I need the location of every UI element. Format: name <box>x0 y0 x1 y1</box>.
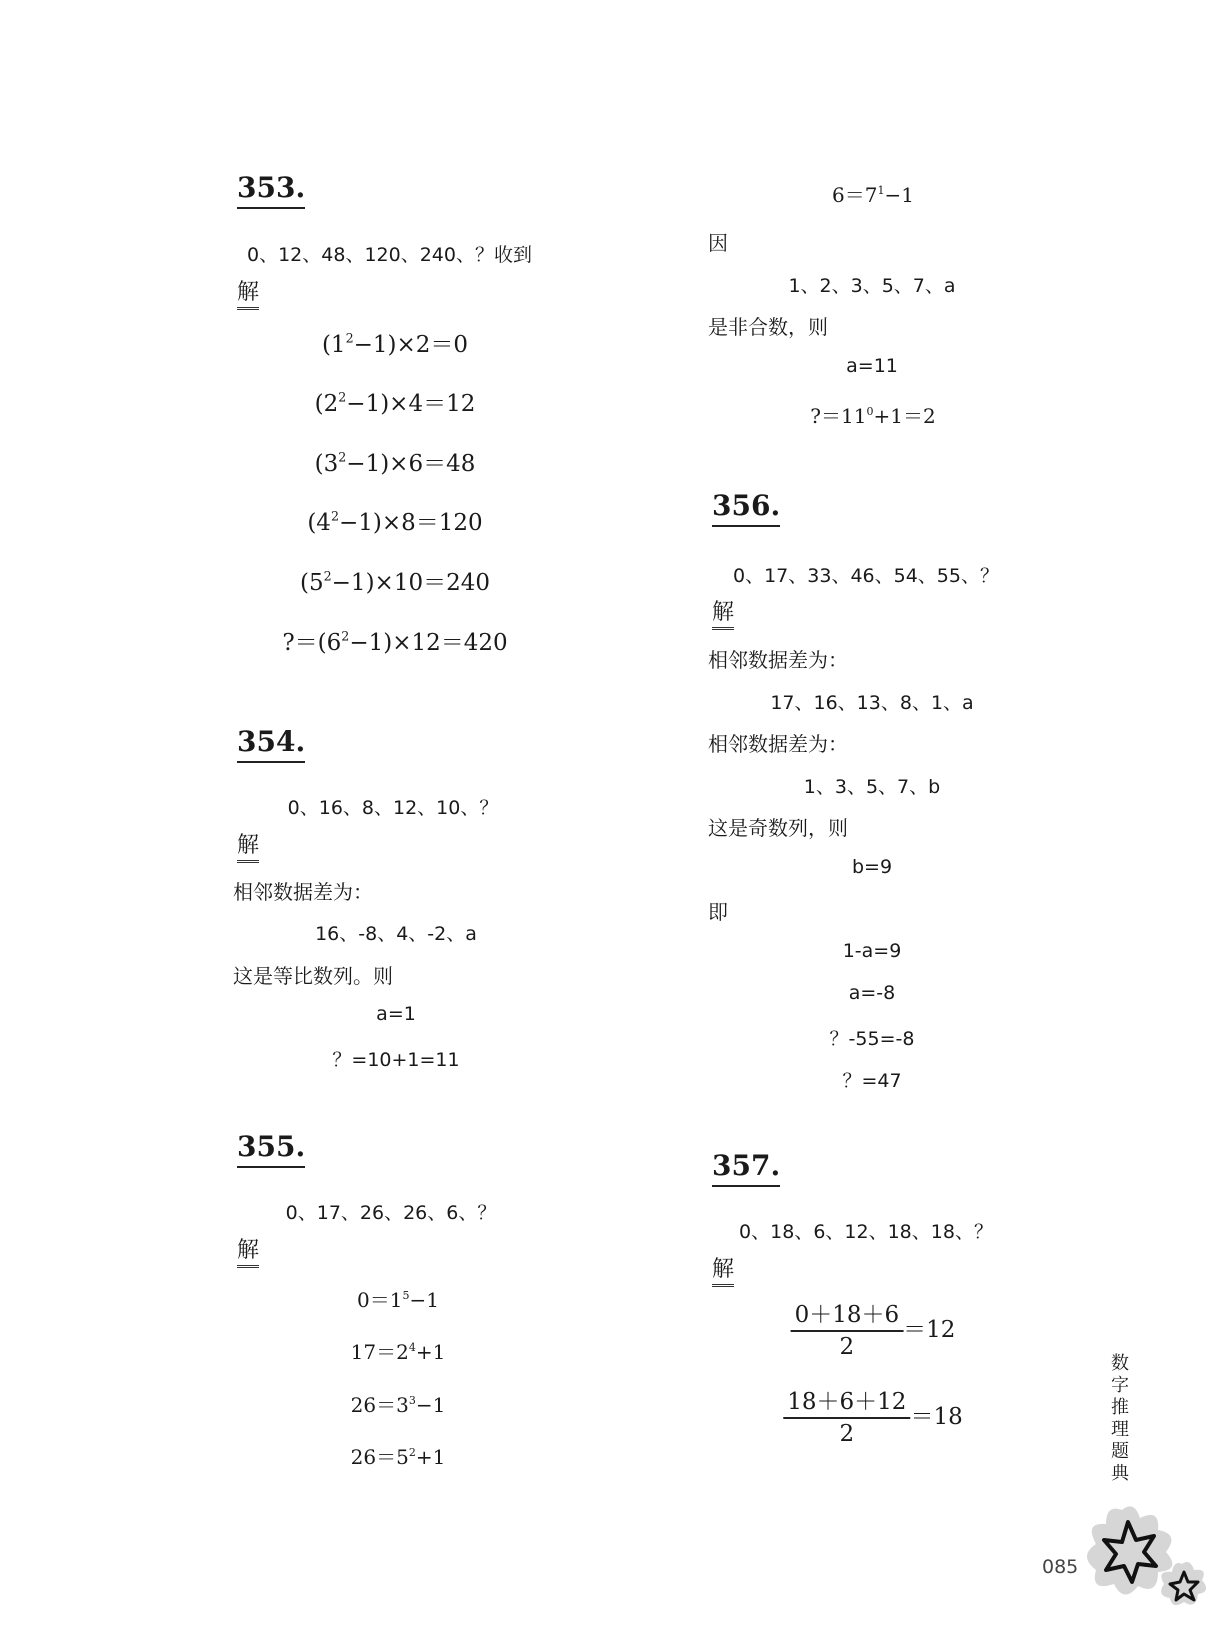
problem-355-yin: 因 <box>708 231 728 255</box>
problem-355-jie: 解 <box>237 1238 259 1268</box>
problem-356-heading: 356. <box>712 490 780 527</box>
problem-356-diff-2: 1、3、5、7、b <box>803 776 941 798</box>
problem-354-diff: 16、-8、4、-2、a <box>315 923 477 945</box>
side-title: 数字推理题典 <box>1111 1353 1129 1484</box>
problem-355-line: 是非合数，则 <box>708 315 828 339</box>
problem-355-eq-5: $6=7^1-1$ <box>832 183 914 207</box>
problem-356-result-1: b=9 <box>851 856 893 878</box>
problem-357-sequence: 0、18、6、12、18、18、？ <box>739 1221 993 1243</box>
problem-353-eq-4: $(4^2-1)\times 8=120$ <box>307 508 483 536</box>
problem-356-result-5: ？=47 <box>842 1070 902 1092</box>
problem-354-line-2: 这是等比数列。则 <box>233 964 393 988</box>
problem-354-result-1: a=1 <box>376 1003 416 1025</box>
problem-354-jie: 解 <box>237 833 259 863</box>
problem-356-line-3: 这是奇数列，则 <box>708 816 848 840</box>
problem-354-line-1: 相邻数据差为： <box>233 880 373 904</box>
problem-356-line-2: 相邻数据差为： <box>708 732 848 756</box>
problem-356-sequence: 0、17、33、46、54、55、？ <box>733 565 999 587</box>
problem-353-eq-5: $(5^2-1)\times 10=240$ <box>300 568 490 596</box>
problem-354-sequence: 0、16、8、12、10、？ <box>287 797 499 819</box>
problem-356-diff-1: 17、16、13、8、1、a <box>770 692 974 714</box>
problem-357-heading: 357. <box>712 1150 780 1187</box>
problem-353-eq-6: $?=(6^2-1)\times 12=420$ <box>282 628 508 656</box>
problem-355-result-1: a=11 <box>846 355 898 377</box>
problem-353-eq-2: $(2^2-1)\times 4=12$ <box>314 389 476 417</box>
problem-355-eq-4: $26=5^2+1$ <box>350 1445 446 1469</box>
star-decoration-icon <box>1082 1500 1212 1620</box>
problem-356-ji: 即 <box>708 900 728 924</box>
problem-353-heading: 353. <box>237 172 305 209</box>
problem-355-eq-3: $26=3^3-1$ <box>350 1393 446 1417</box>
problem-355-eq-1: $0=1^5-1$ <box>357 1288 439 1312</box>
problem-355-primes: 1、2、3、5、7、a <box>788 275 956 297</box>
problem-355-sequence: 0、17、26、26、6、？ <box>285 1202 497 1224</box>
problem-355-result-2: $?=11^0+1=2$ <box>810 404 936 428</box>
problem-357-fraction-2: $\frac{18+6+12}{2}$ ＝18 <box>783 1387 962 1449</box>
problem-354-result-2: ？=10+1=11 <box>332 1049 460 1071</box>
problem-357-jie: 解 <box>712 1257 734 1287</box>
problem-356-result-2: 1-a=9 <box>842 940 902 962</box>
problem-355-heading: 355. <box>237 1131 305 1168</box>
problem-355-eq-2: $17=2^4+1$ <box>350 1340 446 1364</box>
problem-353-eq-1: $(1^2-1)\times 2=0$ <box>321 330 469 358</box>
problem-357-fraction-1: $\frac{0+18+6}{2}$ ＝12 <box>791 1300 956 1362</box>
problem-356-jie: 解 <box>712 600 734 630</box>
problem-353-jie: 解 <box>237 280 259 310</box>
problem-356-result-3: a=-8 <box>848 982 896 1004</box>
problem-353-sequence: 0、12、48、120、240、？收到 <box>247 244 532 266</box>
problem-354-heading: 354. <box>237 726 305 763</box>
problem-353-eq-3: $(3^2-1)\times 6=48$ <box>314 449 476 477</box>
page-number: 085 <box>1042 1556 1079 1578</box>
problem-356-line-1: 相邻数据差为： <box>708 648 848 672</box>
problem-356-result-4: ？-55=-8 <box>829 1028 915 1050</box>
